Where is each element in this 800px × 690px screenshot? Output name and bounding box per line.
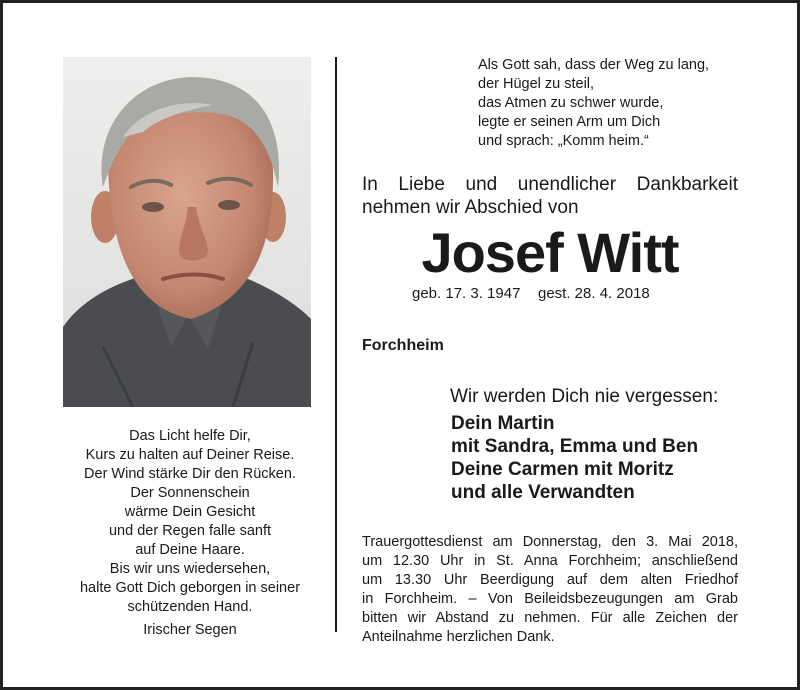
blessing-line: Kurs zu halten auf Deiner Reise. bbox=[85, 447, 295, 463]
blessing-line: Der Wind stärke Dir den Rücken. bbox=[84, 466, 296, 482]
poem-line: das Atmen zu schwer wurde, bbox=[478, 95, 664, 111]
death-date: gest. 28. 4. 2018 bbox=[538, 285, 650, 302]
poem-top bbox=[478, 56, 778, 151]
blessing-line: und der Regen falle sanft bbox=[108, 523, 272, 539]
portrait-photo bbox=[63, 57, 311, 407]
mourner-line: Deine Carmen mit Moritz bbox=[451, 459, 674, 480]
poem-line: Als Gott sah, dass der Weg zu lang, bbox=[478, 57, 710, 73]
poem-line: der Hügel zu steil, bbox=[478, 76, 595, 92]
service-line: bitten wir Abstand zu nehmen. Für alle Zeichen der bbox=[362, 610, 738, 626]
city-label: Forchheim bbox=[362, 337, 444, 354]
poem-line: legte er seinen Arm um Dich bbox=[478, 114, 661, 130]
blessing-line: Bis wir uns wiedersehen, bbox=[109, 561, 271, 577]
blessing-line: halte Gott Dich geborgen in seiner bbox=[79, 580, 301, 596]
poem-line: und sprach: „Komm heim.“ bbox=[478, 133, 649, 149]
service-line: um 13.30 Uhr Beerdigung auf dem alten Friedhof bbox=[362, 572, 738, 588]
service-line: Anteilnahme herzlichen Dank. bbox=[362, 629, 555, 645]
birth-date: geb. 17. 3. 1947 bbox=[412, 285, 521, 302]
blessing-line: wärme Dein Gesicht bbox=[124, 504, 256, 520]
blessing-line: schützenden Hand. bbox=[127, 599, 253, 615]
irish-blessing bbox=[40, 427, 340, 640]
intro-text bbox=[362, 173, 738, 219]
mourners-list bbox=[451, 412, 698, 504]
blessing-line: Der Sonnenschein bbox=[130, 485, 250, 501]
service-notice bbox=[362, 533, 738, 647]
service-line: Trauergottesdienst am Donnerstag, den 3. Mai 2018, bbox=[362, 534, 738, 550]
mourner-line: mit Sandra, Emma und Ben bbox=[451, 436, 699, 457]
mourner-line: und alle Verwandten bbox=[451, 482, 635, 503]
service-line: in Forchheim. – Von Beileidsbezeugungen am Grab bbox=[362, 591, 738, 607]
blessing-line: Das Licht helfe Dir, bbox=[129, 428, 251, 444]
mourner-line: Dein Martin bbox=[451, 413, 555, 434]
deceased-name: Josef Witt bbox=[421, 221, 679, 284]
blessing-source: Irischer Segen bbox=[143, 622, 237, 638]
service-line: um 12.30 Uhr in St. Anna Forchheim; anschließend bbox=[362, 553, 738, 569]
blessing-line: auf Deine Haare. bbox=[135, 542, 245, 558]
motto-text: Wir werden Dich nie vergessen: bbox=[450, 386, 719, 407]
intro-line: nehmen wir Abschied von bbox=[362, 197, 579, 218]
intro-line: In Liebe und unendlicher Dankbarkeit bbox=[362, 174, 738, 195]
